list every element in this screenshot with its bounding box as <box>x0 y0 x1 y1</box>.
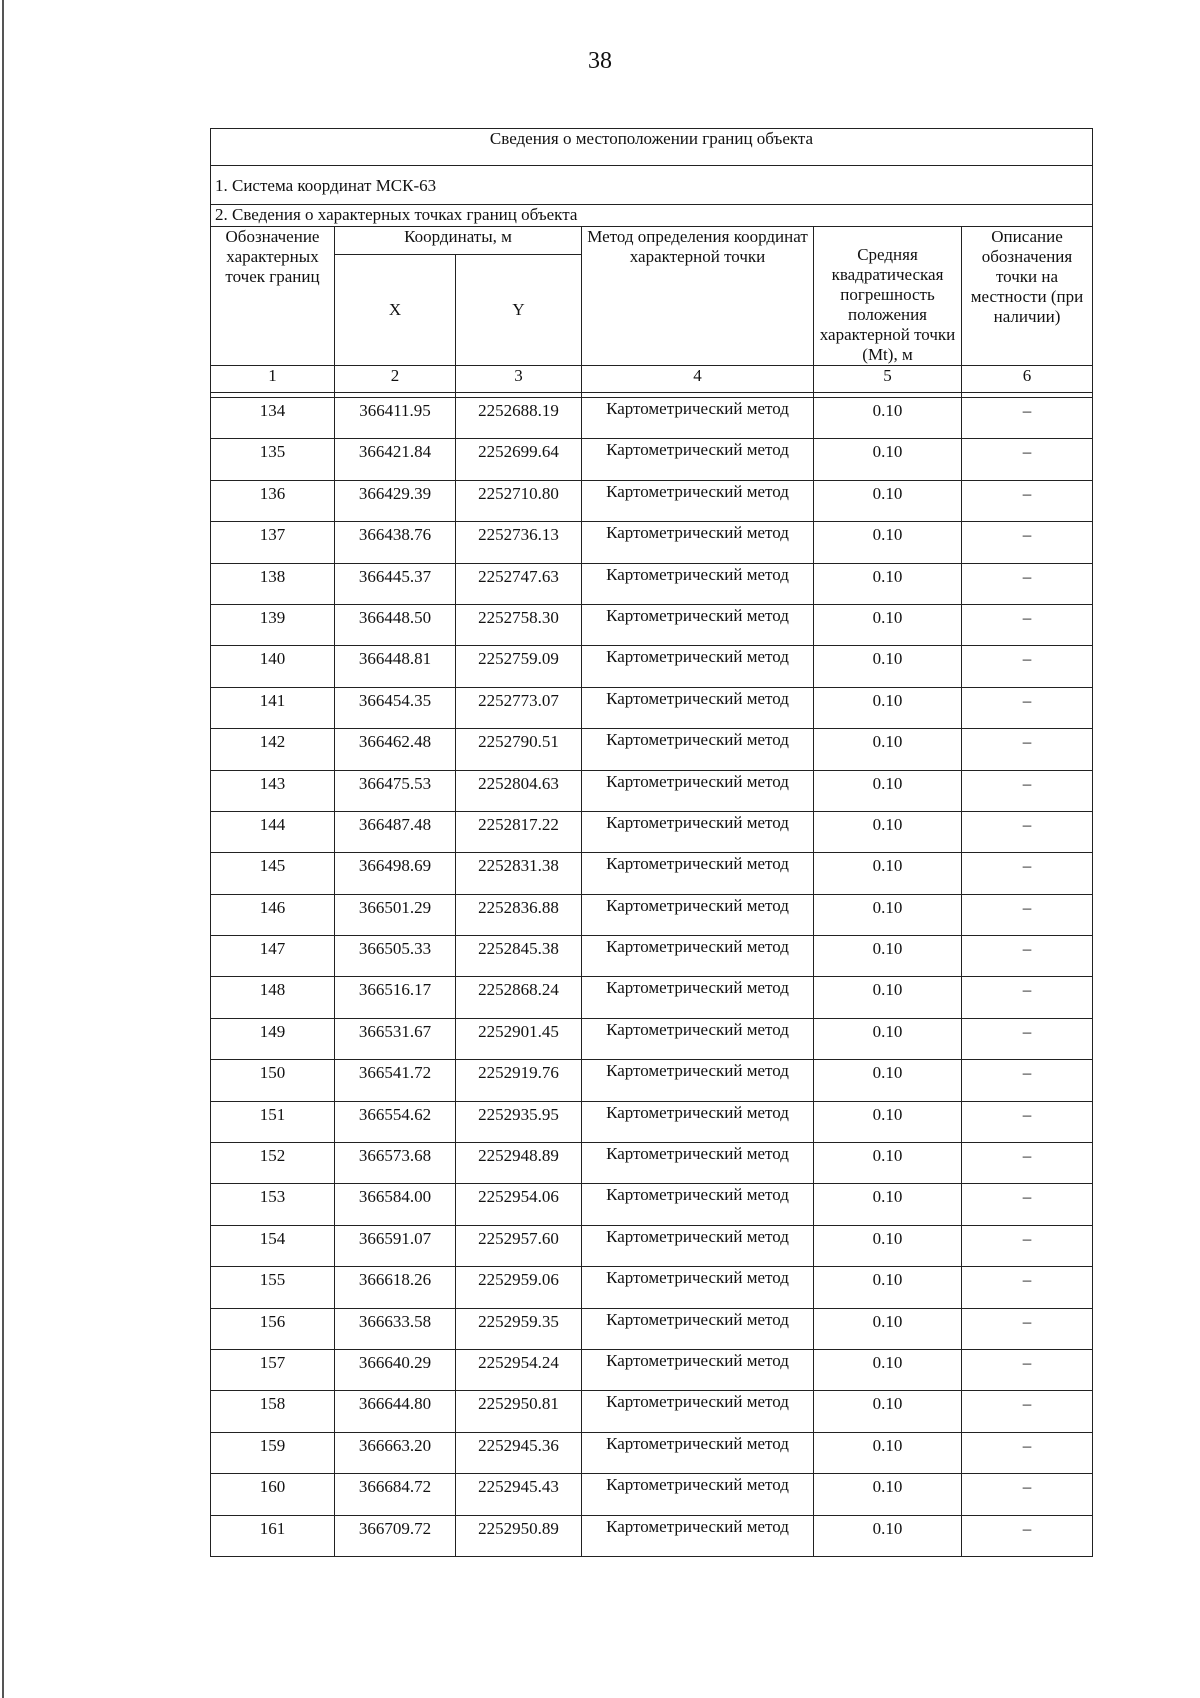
method: Картометрический метод <box>582 1184 814 1225</box>
method: Картометрический метод <box>582 770 814 811</box>
point-number: 146 <box>211 894 335 935</box>
table-row <box>211 770 1093 811</box>
coord-x: 366487.48 <box>335 811 456 852</box>
description: – <box>962 1349 1093 1390</box>
point-number: 158 <box>211 1391 335 1432</box>
mean-error: 0.10 <box>814 811 962 852</box>
method: Картометрический метод <box>582 1018 814 1059</box>
coord-y: 2252773.07 <box>456 687 582 728</box>
mean-error: 0.10 <box>814 522 962 563</box>
coord-y: 2252919.76 <box>456 1060 582 1101</box>
point-number: 152 <box>211 1143 335 1184</box>
method: Картометрический метод <box>582 1474 814 1515</box>
coord-x: 366554.62 <box>335 1101 456 1142</box>
description: – <box>962 1225 1093 1266</box>
method: Картометрический метод <box>582 522 814 563</box>
coord-x: 366640.29 <box>335 1349 456 1390</box>
table-row <box>211 1432 1093 1473</box>
point-number: 135 <box>211 439 335 480</box>
table-row <box>211 604 1093 645</box>
point-number: 154 <box>211 1225 335 1266</box>
point-number: 134 <box>211 398 335 439</box>
coord-y: 2252831.38 <box>456 853 582 894</box>
header-method: Метод определения координат характерной точки <box>582 227 814 366</box>
table-row <box>211 439 1093 480</box>
mean-error: 0.10 <box>814 1018 962 1059</box>
coord-x: 366584.00 <box>335 1184 456 1225</box>
coord-x: 366684.72 <box>335 1474 456 1515</box>
mean-error: 0.10 <box>814 853 962 894</box>
coord-x: 366591.07 <box>335 1225 456 1266</box>
point-number: 137 <box>211 522 335 563</box>
coord-x: 366663.20 <box>335 1432 456 1473</box>
table-row <box>211 811 1093 852</box>
method: Картометрический метод <box>582 1143 814 1184</box>
description: – <box>962 1267 1093 1308</box>
table-row <box>211 977 1093 1018</box>
mean-error: 0.10 <box>814 977 962 1018</box>
table-row <box>211 1060 1093 1101</box>
coord-y: 2252736.13 <box>456 522 582 563</box>
description: – <box>962 1101 1093 1142</box>
coord-y: 2252759.09 <box>456 646 582 687</box>
coord-x: 366644.80 <box>335 1391 456 1432</box>
coord-x: 366448.81 <box>335 646 456 687</box>
description: – <box>962 1432 1093 1473</box>
coord-y: 2252935.95 <box>456 1101 582 1142</box>
method: Картометрический метод <box>582 729 814 770</box>
mean-error: 0.10 <box>814 1060 962 1101</box>
column-number: 3 <box>456 366 582 393</box>
description: – <box>962 811 1093 852</box>
mean-error: 0.10 <box>814 770 962 811</box>
method: Картометрический метод <box>582 1349 814 1390</box>
coord-x: 366411.95 <box>335 398 456 439</box>
description: – <box>962 687 1093 728</box>
method: Картометрический метод <box>582 1060 814 1101</box>
point-number: 143 <box>211 770 335 811</box>
mean-error: 0.10 <box>814 1308 962 1349</box>
table-row <box>211 1308 1093 1349</box>
description: – <box>962 936 1093 977</box>
coordinate-system: 1. Система координат МСК-63 <box>211 166 1093 205</box>
column-number: 6 <box>962 366 1093 393</box>
point-number: 145 <box>211 853 335 894</box>
method: Картометрический метод <box>582 480 814 521</box>
coord-y: 2252945.36 <box>456 1432 582 1473</box>
page-number: 38 <box>588 48 612 74</box>
description: – <box>962 1308 1093 1349</box>
point-number: 159 <box>211 1432 335 1473</box>
method: Картометрический метод <box>582 936 814 977</box>
coord-y: 2252747.63 <box>456 563 582 604</box>
table-row <box>211 687 1093 728</box>
method: Картометрический метод <box>582 1391 814 1432</box>
coord-x: 366573.68 <box>335 1143 456 1184</box>
table-row <box>211 853 1093 894</box>
description: – <box>962 563 1093 604</box>
method: Картометрический метод <box>582 1432 814 1473</box>
method: Картометрический метод <box>582 1267 814 1308</box>
coord-x: 366454.35 <box>335 687 456 728</box>
description: – <box>962 1184 1093 1225</box>
mean-error: 0.10 <box>814 1349 962 1390</box>
coord-y: 2252957.60 <box>456 1225 582 1266</box>
description: – <box>962 480 1093 521</box>
method: Картометрический метод <box>582 646 814 687</box>
method: Картометрический метод <box>582 563 814 604</box>
point-number: 155 <box>211 1267 335 1308</box>
coord-x: 366541.72 <box>335 1060 456 1101</box>
table-row <box>211 1391 1093 1432</box>
coord-y: 2252699.64 <box>456 439 582 480</box>
coord-x: 366633.58 <box>335 1308 456 1349</box>
header-coordinates: Координаты, м <box>335 227 582 255</box>
coord-x: 366475.53 <box>335 770 456 811</box>
mean-error: 0.10 <box>814 480 962 521</box>
coord-y: 2252954.06 <box>456 1184 582 1225</box>
method: Картометрический метод <box>582 977 814 1018</box>
coord-y: 2252804.63 <box>456 770 582 811</box>
mean-error: 0.10 <box>814 1391 962 1432</box>
table-row <box>211 894 1093 935</box>
method: Картометрический метод <box>582 398 814 439</box>
method: Картометрический метод <box>582 687 814 728</box>
coord-x: 366709.72 <box>335 1515 456 1556</box>
mean-error: 0.10 <box>814 936 962 977</box>
description: – <box>962 1143 1093 1184</box>
point-number: 161 <box>211 1515 335 1556</box>
coord-x: 366505.33 <box>335 936 456 977</box>
table-row <box>211 480 1093 521</box>
method: Картометрический метод <box>582 894 814 935</box>
header-x: X <box>335 255 456 366</box>
mean-error: 0.10 <box>814 1184 962 1225</box>
column-number: 1 <box>211 366 335 393</box>
mean-error: 0.10 <box>814 439 962 480</box>
point-number: 138 <box>211 563 335 604</box>
point-number: 140 <box>211 646 335 687</box>
coord-x: 366448.50 <box>335 604 456 645</box>
coord-y: 2252817.22 <box>456 811 582 852</box>
coord-x: 366421.84 <box>335 439 456 480</box>
coord-y: 2252948.89 <box>456 1143 582 1184</box>
point-number: 142 <box>211 729 335 770</box>
description: – <box>962 853 1093 894</box>
coord-x: 366438.76 <box>335 522 456 563</box>
point-number: 149 <box>211 1018 335 1059</box>
coord-y: 2252945.43 <box>456 1474 582 1515</box>
table-row <box>211 936 1093 977</box>
column-number: 5 <box>814 366 962 393</box>
mean-error: 0.10 <box>814 894 962 935</box>
page-edge-line <box>2 0 4 1698</box>
description: – <box>962 604 1093 645</box>
description: – <box>962 1474 1093 1515</box>
description: – <box>962 646 1093 687</box>
point-number: 148 <box>211 977 335 1018</box>
coord-x: 366429.39 <box>335 480 456 521</box>
mean-error: 0.10 <box>814 1267 962 1308</box>
method: Картометрический метод <box>582 853 814 894</box>
method: Картометрический метод <box>582 604 814 645</box>
coord-x: 366501.29 <box>335 894 456 935</box>
mean-error: 0.10 <box>814 687 962 728</box>
column-number: 2 <box>335 366 456 393</box>
coord-y: 2252758.30 <box>456 604 582 645</box>
description: – <box>962 1060 1093 1101</box>
coord-y: 2252901.45 <box>456 1018 582 1059</box>
point-number: 153 <box>211 1184 335 1225</box>
mean-error: 0.10 <box>814 1474 962 1515</box>
coord-y: 2252950.81 <box>456 1391 582 1432</box>
description: – <box>962 1018 1093 1059</box>
description: – <box>962 894 1093 935</box>
description: – <box>962 522 1093 563</box>
table-row <box>211 1349 1093 1390</box>
description: – <box>962 729 1093 770</box>
table-title: Сведения о местоположении границ объекта <box>211 129 1093 166</box>
table-row <box>211 1018 1093 1059</box>
point-number: 139 <box>211 604 335 645</box>
section-title: 2. Сведения о характерных точках границ объекта <box>211 205 1093 227</box>
coord-x: 366618.26 <box>335 1267 456 1308</box>
coord-x: 366445.37 <box>335 563 456 604</box>
boundary-points-table <box>210 128 1093 1557</box>
method: Картометрический метод <box>582 1225 814 1266</box>
mean-error: 0.10 <box>814 729 962 770</box>
column-number: 4 <box>582 366 814 393</box>
mean-error: 0.10 <box>814 398 962 439</box>
table-row <box>211 729 1093 770</box>
header-y: Y <box>456 255 582 366</box>
table-row <box>211 1267 1093 1308</box>
table-row <box>211 1101 1093 1142</box>
coord-y: 2252688.19 <box>456 398 582 439</box>
coord-x: 366516.17 <box>335 977 456 1018</box>
header-designation: Обозначение характерных точек границ <box>211 227 335 366</box>
description: – <box>962 770 1093 811</box>
method: Картометрический метод <box>582 1515 814 1556</box>
method: Картометрический метод <box>582 1308 814 1349</box>
mean-error: 0.10 <box>814 1225 962 1266</box>
description: – <box>962 398 1093 439</box>
mean-error: 0.10 <box>814 563 962 604</box>
header-description: Описание обозначения точки на местности (при наличии) <box>962 227 1093 366</box>
coord-y: 2252868.24 <box>456 977 582 1018</box>
point-number: 147 <box>211 936 335 977</box>
point-number: 156 <box>211 1308 335 1349</box>
point-number: 160 <box>211 1474 335 1515</box>
table-row <box>211 398 1093 439</box>
point-number: 136 <box>211 480 335 521</box>
table-row <box>211 563 1093 604</box>
coord-y: 2252954.24 <box>456 1349 582 1390</box>
method: Картометрический метод <box>582 1101 814 1142</box>
table-row <box>211 522 1093 563</box>
table-row <box>211 1474 1093 1515</box>
description: – <box>962 977 1093 1018</box>
coord-y: 2252950.89 <box>456 1515 582 1556</box>
coord-y: 2252959.06 <box>456 1267 582 1308</box>
mean-error: 0.10 <box>814 1143 962 1184</box>
description: – <box>962 1515 1093 1556</box>
point-number: 151 <box>211 1101 335 1142</box>
coord-x: 366462.48 <box>335 729 456 770</box>
description: – <box>962 439 1093 480</box>
method: Картометрический метод <box>582 811 814 852</box>
mean-error: 0.10 <box>814 1432 962 1473</box>
table-row <box>211 1515 1093 1556</box>
coord-y: 2252845.38 <box>456 936 582 977</box>
coord-y: 2252790.51 <box>456 729 582 770</box>
mean-error: 0.10 <box>814 646 962 687</box>
header-error: Средняя квадратическая погрешность положения характерной точки (Mt), м <box>814 227 962 366</box>
table-row <box>211 1225 1093 1266</box>
coord-y: 2252710.80 <box>456 480 582 521</box>
description: – <box>962 1391 1093 1432</box>
coord-y: 2252959.35 <box>456 1308 582 1349</box>
table-row <box>211 1184 1093 1225</box>
mean-error: 0.10 <box>814 604 962 645</box>
method: Картометрический метод <box>582 439 814 480</box>
table-row <box>211 1143 1093 1184</box>
coord-x: 366498.69 <box>335 853 456 894</box>
coord-x: 366531.67 <box>335 1018 456 1059</box>
point-number: 141 <box>211 687 335 728</box>
mean-error: 0.10 <box>814 1101 962 1142</box>
point-number: 157 <box>211 1349 335 1390</box>
mean-error: 0.10 <box>814 1515 962 1556</box>
point-number: 144 <box>211 811 335 852</box>
point-number: 150 <box>211 1060 335 1101</box>
coord-y: 2252836.88 <box>456 894 582 935</box>
table-row <box>211 646 1093 687</box>
